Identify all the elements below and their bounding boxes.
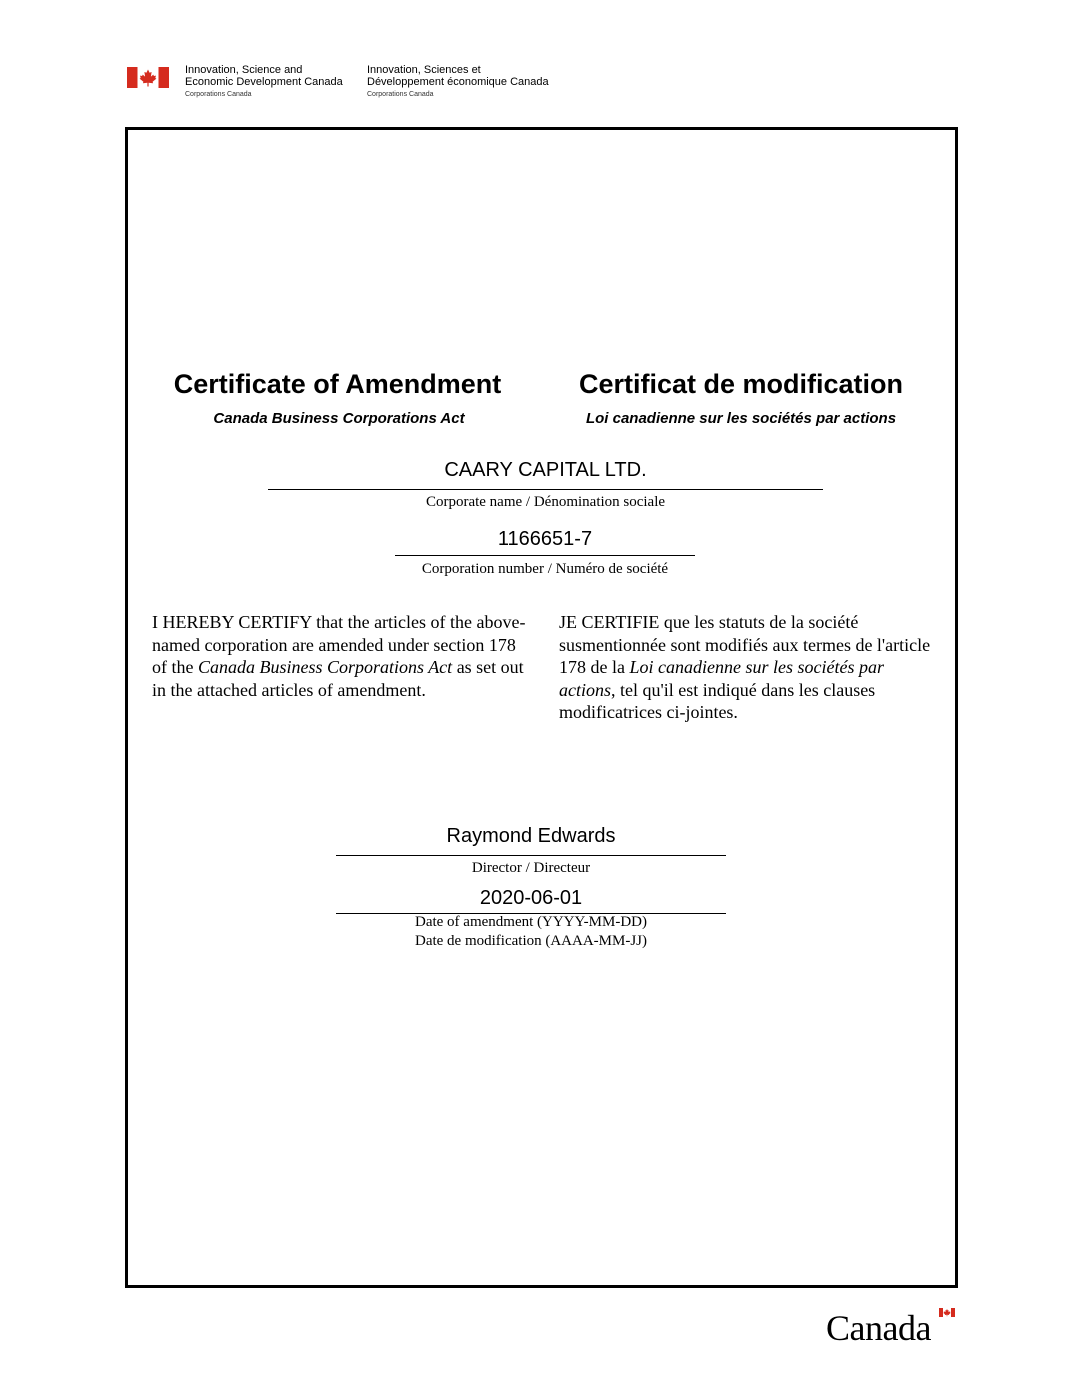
canada-flag-icon: [127, 67, 169, 88]
director-signature-rule: [336, 855, 726, 856]
statement-text: JE CERTIFIE que les statuts de la société susmentionnée sont modifiés aux termes de l'article 178 de la: [559, 612, 931, 677]
department-subline: Corporations Canada: [367, 91, 434, 98]
certificate-title-french: Certificat de modification: [578, 369, 904, 399]
department-line: Développement économique Canada: [367, 76, 549, 88]
statement-text: , tel qu'il est indiqué dans les clauses modificatrices ci-jointes.: [559, 679, 876, 722]
date-label-english: Date of amendment (YYYY-MM-DD): [414, 914, 648, 930]
statement-text: I HEREBY CERTIFY that the articles of the above-named corporation are amended under section 178 of the: [152, 612, 526, 677]
corporate-name-label: Corporate name / Dénomination sociale: [425, 494, 666, 510]
certificate-title-english: Certificate of Amendment: [173, 369, 502, 399]
wordmark-text: Canada: [826, 1308, 931, 1348]
canada-wordmark-flag-icon: [939, 1308, 955, 1317]
statement-act-name: Loi canadienne sur les sociétés par actions: [559, 657, 884, 700]
department-line: Innovation, Sciences et: [367, 64, 481, 76]
corporate-name: CAARY CAPITAL LTD.: [444, 459, 647, 481]
act-name-french: Loi canadienne sur les sociétés par actions: [585, 410, 897, 427]
certification-statement-english: [152, 611, 527, 701]
director-name: Raymond Edwards: [446, 825, 616, 847]
date-label-french: Date de modification (AAAA-MM-JJ): [414, 933, 648, 949]
corporation-number-label: Corporation number / Numéro de société: [421, 561, 669, 577]
statement-text: as set out in the attached articles of amendment.: [152, 657, 524, 700]
director-label: Director / Directeur: [471, 860, 591, 876]
act-name-english: Canada Business Corporations Act: [213, 410, 465, 427]
canada-wordmark: [826, 1310, 956, 1346]
department-name-french: [367, 64, 549, 100]
department-name-english: [185, 64, 343, 100]
corporation-number: 1166651-7: [497, 528, 593, 550]
department-subline: Corporations Canada: [185, 91, 252, 98]
statement-act-name: Canada Business Corporations Act: [197, 657, 453, 677]
corporation-number-rule: [395, 555, 695, 556]
department-line: Economic Development Canada: [185, 76, 343, 88]
date-of-amendment: 2020-06-01: [479, 887, 583, 909]
department-line: Innovation, Science and: [185, 64, 303, 76]
date-label: [336, 913, 726, 951]
certification-statement-french: [559, 611, 944, 724]
corporate-name-rule: [268, 489, 823, 490]
